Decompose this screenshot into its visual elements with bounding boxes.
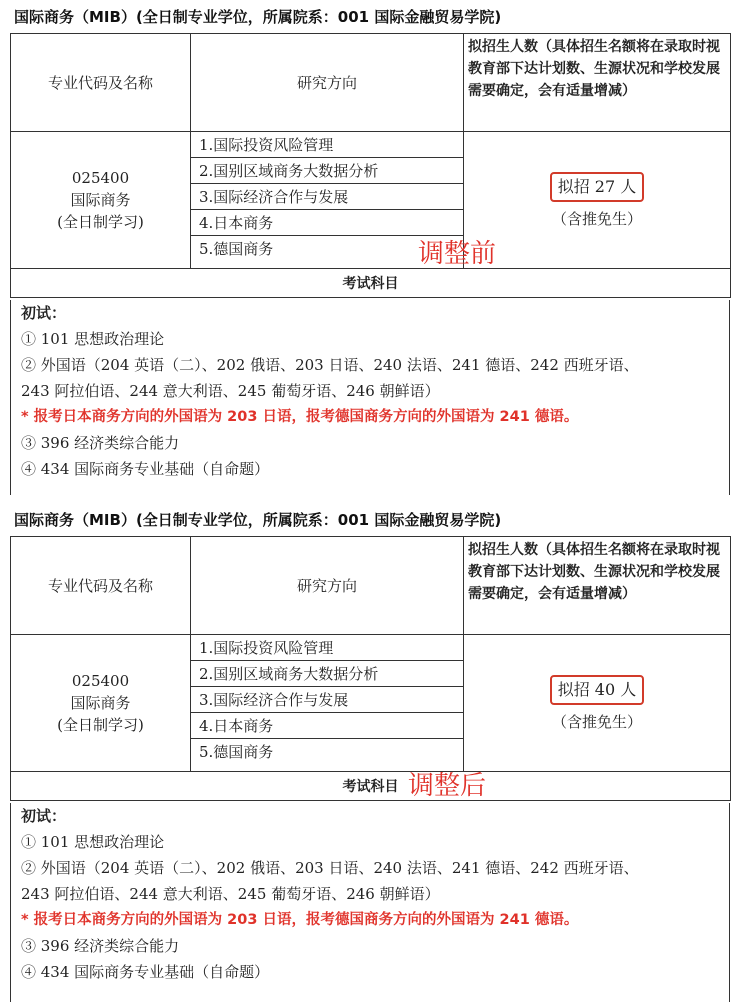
after-annotation: 调整后: [408, 771, 487, 801]
direction-item: 4.日本商务: [191, 210, 463, 236]
program-cell: [11, 635, 191, 772]
program-code: 025400: [71, 672, 130, 690]
subject-1: ① 101 思想政治理论: [21, 833, 165, 851]
subject-2a: ② 外国语（204 英语（二）、202 俄语、203 日语、240 法语、241 德语、242 西班牙语、: [21, 859, 639, 877]
program-cell: [11, 132, 191, 269]
section-heading: 国际商务（MIB）(全日制专业学位，所属院系：001 国际金融贸易学院): [14, 511, 502, 529]
exam-subjects: [10, 300, 730, 495]
header-quota: 拟招生人数（具体招生名额将在录取时视教育部下达计划数、生源状况和学校发展需要确定，会有适量增减）: [464, 537, 731, 635]
program-name: 国际商务: [70, 694, 131, 712]
subject-3: ③ 396 经济类综合能力: [21, 937, 180, 955]
exam-title: 考试科目: [11, 269, 731, 298]
quota-note: （含推免生）: [551, 209, 642, 228]
subject-3: ③ 396 经济类综合能力: [21, 434, 180, 452]
header-code: 专业代码及名称: [11, 537, 191, 635]
program-mode: (全日制学习): [57, 716, 144, 734]
preliminary-label: 初试：: [21, 807, 67, 825]
before-annotation: 调整前: [418, 239, 497, 269]
direction-item: 3.国际经济合作与发展: [191, 184, 463, 210]
directions-cell: [191, 635, 464, 772]
direction-item: 5.德国商务: [199, 240, 274, 258]
quota-cell: [464, 635, 731, 772]
subject-2b: 243 阿拉伯语、244 意大利语、245 葡萄牙语、246 朝鲜语）: [21, 885, 440, 903]
header-direction: 研究方向: [191, 34, 464, 132]
quota-count: 拟招 40 人: [550, 675, 645, 705]
direction-item: 2.国别区域商务大数据分析: [191, 158, 463, 184]
preliminary-label: 初试：: [21, 304, 67, 322]
subject-2b: 243 阿拉伯语、244 意大利语、245 葡萄牙语、246 朝鲜语）: [21, 382, 440, 400]
section-heading: 国际商务（MIB）(全日制专业学位，所属院系：001 国际金融贸易学院): [14, 8, 502, 26]
exam-subjects: [10, 803, 730, 1002]
header-quota: 拟招生人数（具体招生名额将在录取时视教育部下达计划数、生源状况和学校发展需要确定，会有适量增减）: [464, 34, 731, 132]
header-code: 专业代码及名称: [11, 34, 191, 132]
before-section: [0, 0, 743, 500]
subject-4: ④ 434 国际商务专业基础（自命题）: [21, 963, 270, 981]
program-name: 国际商务: [70, 191, 131, 209]
direction-item: 1.国际投资风险管理: [191, 635, 463, 661]
quota-cell: [464, 132, 731, 269]
direction-item: 5.德国商务: [199, 743, 274, 761]
subject-2a: ② 外国语（204 英语（二）、202 俄语、203 日语、240 法语、241 德语、242 西班牙语、: [21, 356, 639, 374]
enrollment-table: [10, 536, 731, 801]
header-direction: 研究方向: [191, 537, 464, 635]
direction-item: 4.日本商务: [191, 713, 463, 739]
subject-4: ④ 434 国际商务专业基础（自命题）: [21, 460, 270, 478]
direction-item: 1.国际投资风险管理: [191, 132, 463, 158]
language-note: * 报考日本商务方向的外国语为 203 日语，报考德国商务方向的外国语为 241 德语。: [21, 409, 579, 425]
quota-note: （含推免生）: [551, 712, 642, 731]
enrollment-table: [10, 33, 731, 298]
program-code: 025400: [71, 169, 130, 187]
exam-title: 考试科目: [11, 772, 731, 801]
program-mode: (全日制学习): [57, 213, 144, 231]
subject-1: ① 101 思想政治理论: [21, 330, 165, 348]
quota-count: 拟招 27 人: [550, 172, 645, 202]
direction-item: 2.国别区域商务大数据分析: [191, 661, 463, 687]
direction-item: 3.国际经济合作与发展: [191, 687, 463, 713]
after-section: [0, 503, 743, 1002]
language-note: * 报考日本商务方向的外国语为 203 日语，报考德国商务方向的外国语为 241 德语。: [21, 912, 579, 928]
